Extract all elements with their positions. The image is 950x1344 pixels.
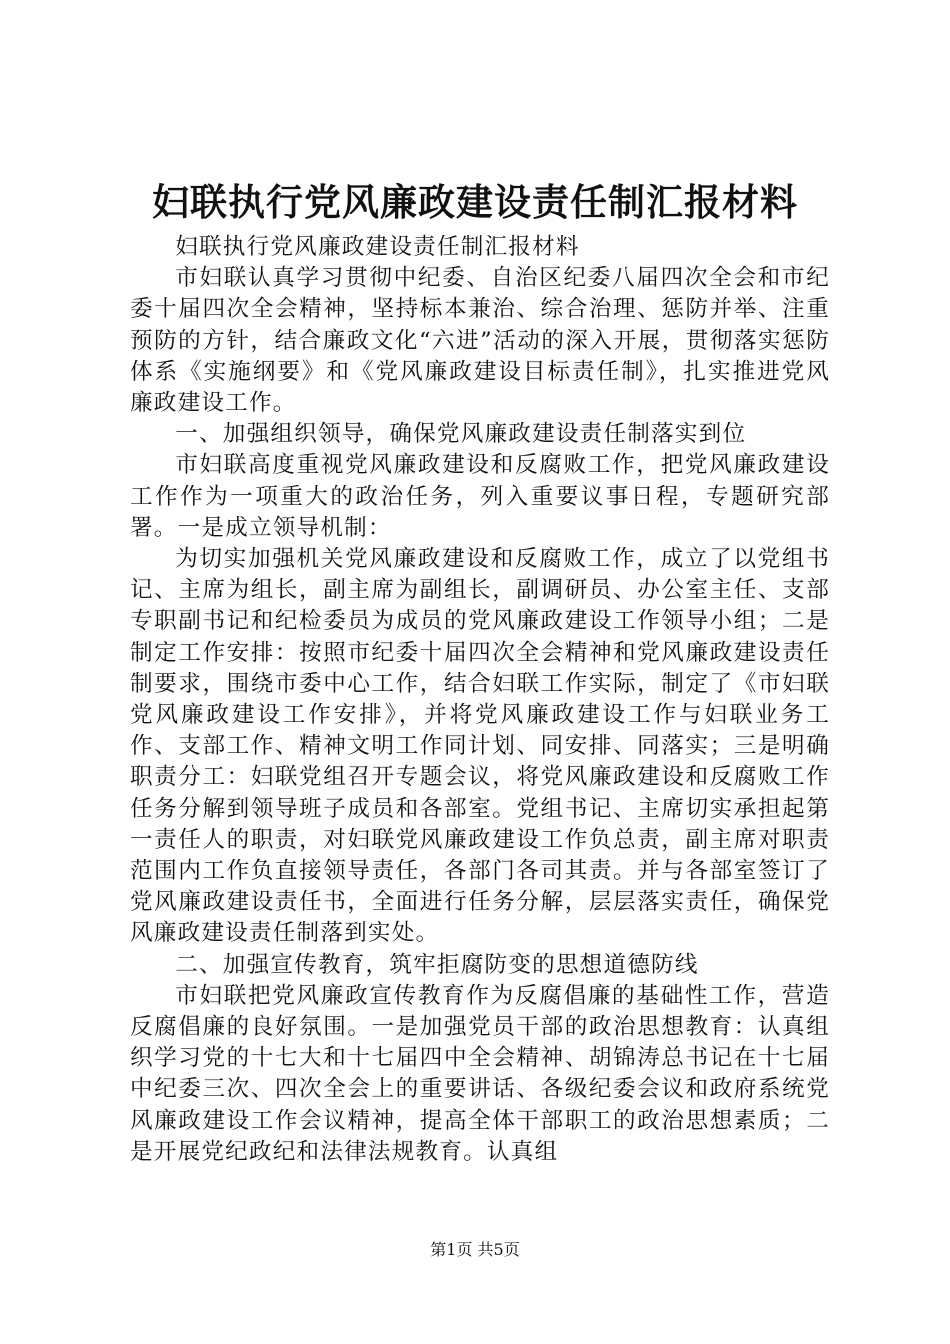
page-footer: 第1页 共5页: [430, 1240, 520, 1259]
body-paragraph: 妇联执行党风廉政建设责任制汇报材料: [175, 234, 580, 260]
body-paragraph: 市妇联把党风廉政宣传教育作为反腐倡廉的基础性工作，营造反腐倡廉的良好氛围。一是加强党员干部的政治思想教育：认真组织学习党的十七大和十七届四中全会精神、胡锦涛总书记在十七届中纪委三次、四次全会上的重要讲话、各级纪委会议和政府系统党风廉政建设工作会议精神，提高全体干部职工的政治思想素质；二是开展党纪政纪和法律法规教育。认真组: [130, 982, 830, 1165]
body-paragraph: 为切实加强机关党风廉政建设和反腐败工作，成立了以党组书记、主席为组长，副主席为副组长，副调研员、办公室主任、支部专职副书记和纪检委员为成员的党风廉政建设工作领导小组；二是制定工作安排：按照市纪委十届四次全会精神和党风廉政建设责任制要求，围绕市委中心工作，结合妇联工作实际，制定了《市妇联党风廉政建设工作安排》，并将党风廉政建设工作与妇联业务工作、支部工作、精神文明工作同计划、同安排、同落实；三是明确职责分工：妇联党组召开专题会议，将党风廉政建设和反腐败工作任务分解到领导班子成员和各部室。党组书记、主席切实承担起第一责任人的职责，对妇联党风廉政建设工作负总责，副主席对职责范围内工作负直接领导责任，各部门各司其责。并与各部室签订了党风廉政建设责任书，全面进行任务分解，层层落实责任，确保党风廉政建设责任制落到实处。: [130, 546, 830, 947]
document-body: [130, 232, 830, 1168]
body-paragraph: 市妇联认真学习贯彻中纪委、自治区纪委八届四次全会和市纪委十届四次全会精神，坚持标本兼治、综合治理、惩防并举、注重预防的方针，结合廉政文化“六进”活动的深入开展，贯彻落实惩防体系《实施纲要》和《党风廉政建设目标责任制》，扎实推进党风廉政建设工作。: [130, 265, 830, 417]
section-heading: 一、加强组织领导，确保党风廉政建设责任制落实到位: [175, 421, 747, 448]
body-paragraph: 市妇联高度重视党风廉政建设和反腐败工作，把党风廉政建设工作作为一项重大的政治任务，列入重要议事日程，专题研究部署。一是成立领导机制：: [130, 452, 830, 541]
document-title: 妇联执行党风廉政建设责任制汇报材料: [152, 180, 798, 224]
section-heading: 二、加强宣传教育，筑牢拒腐防变的思想道德防线: [175, 951, 699, 978]
